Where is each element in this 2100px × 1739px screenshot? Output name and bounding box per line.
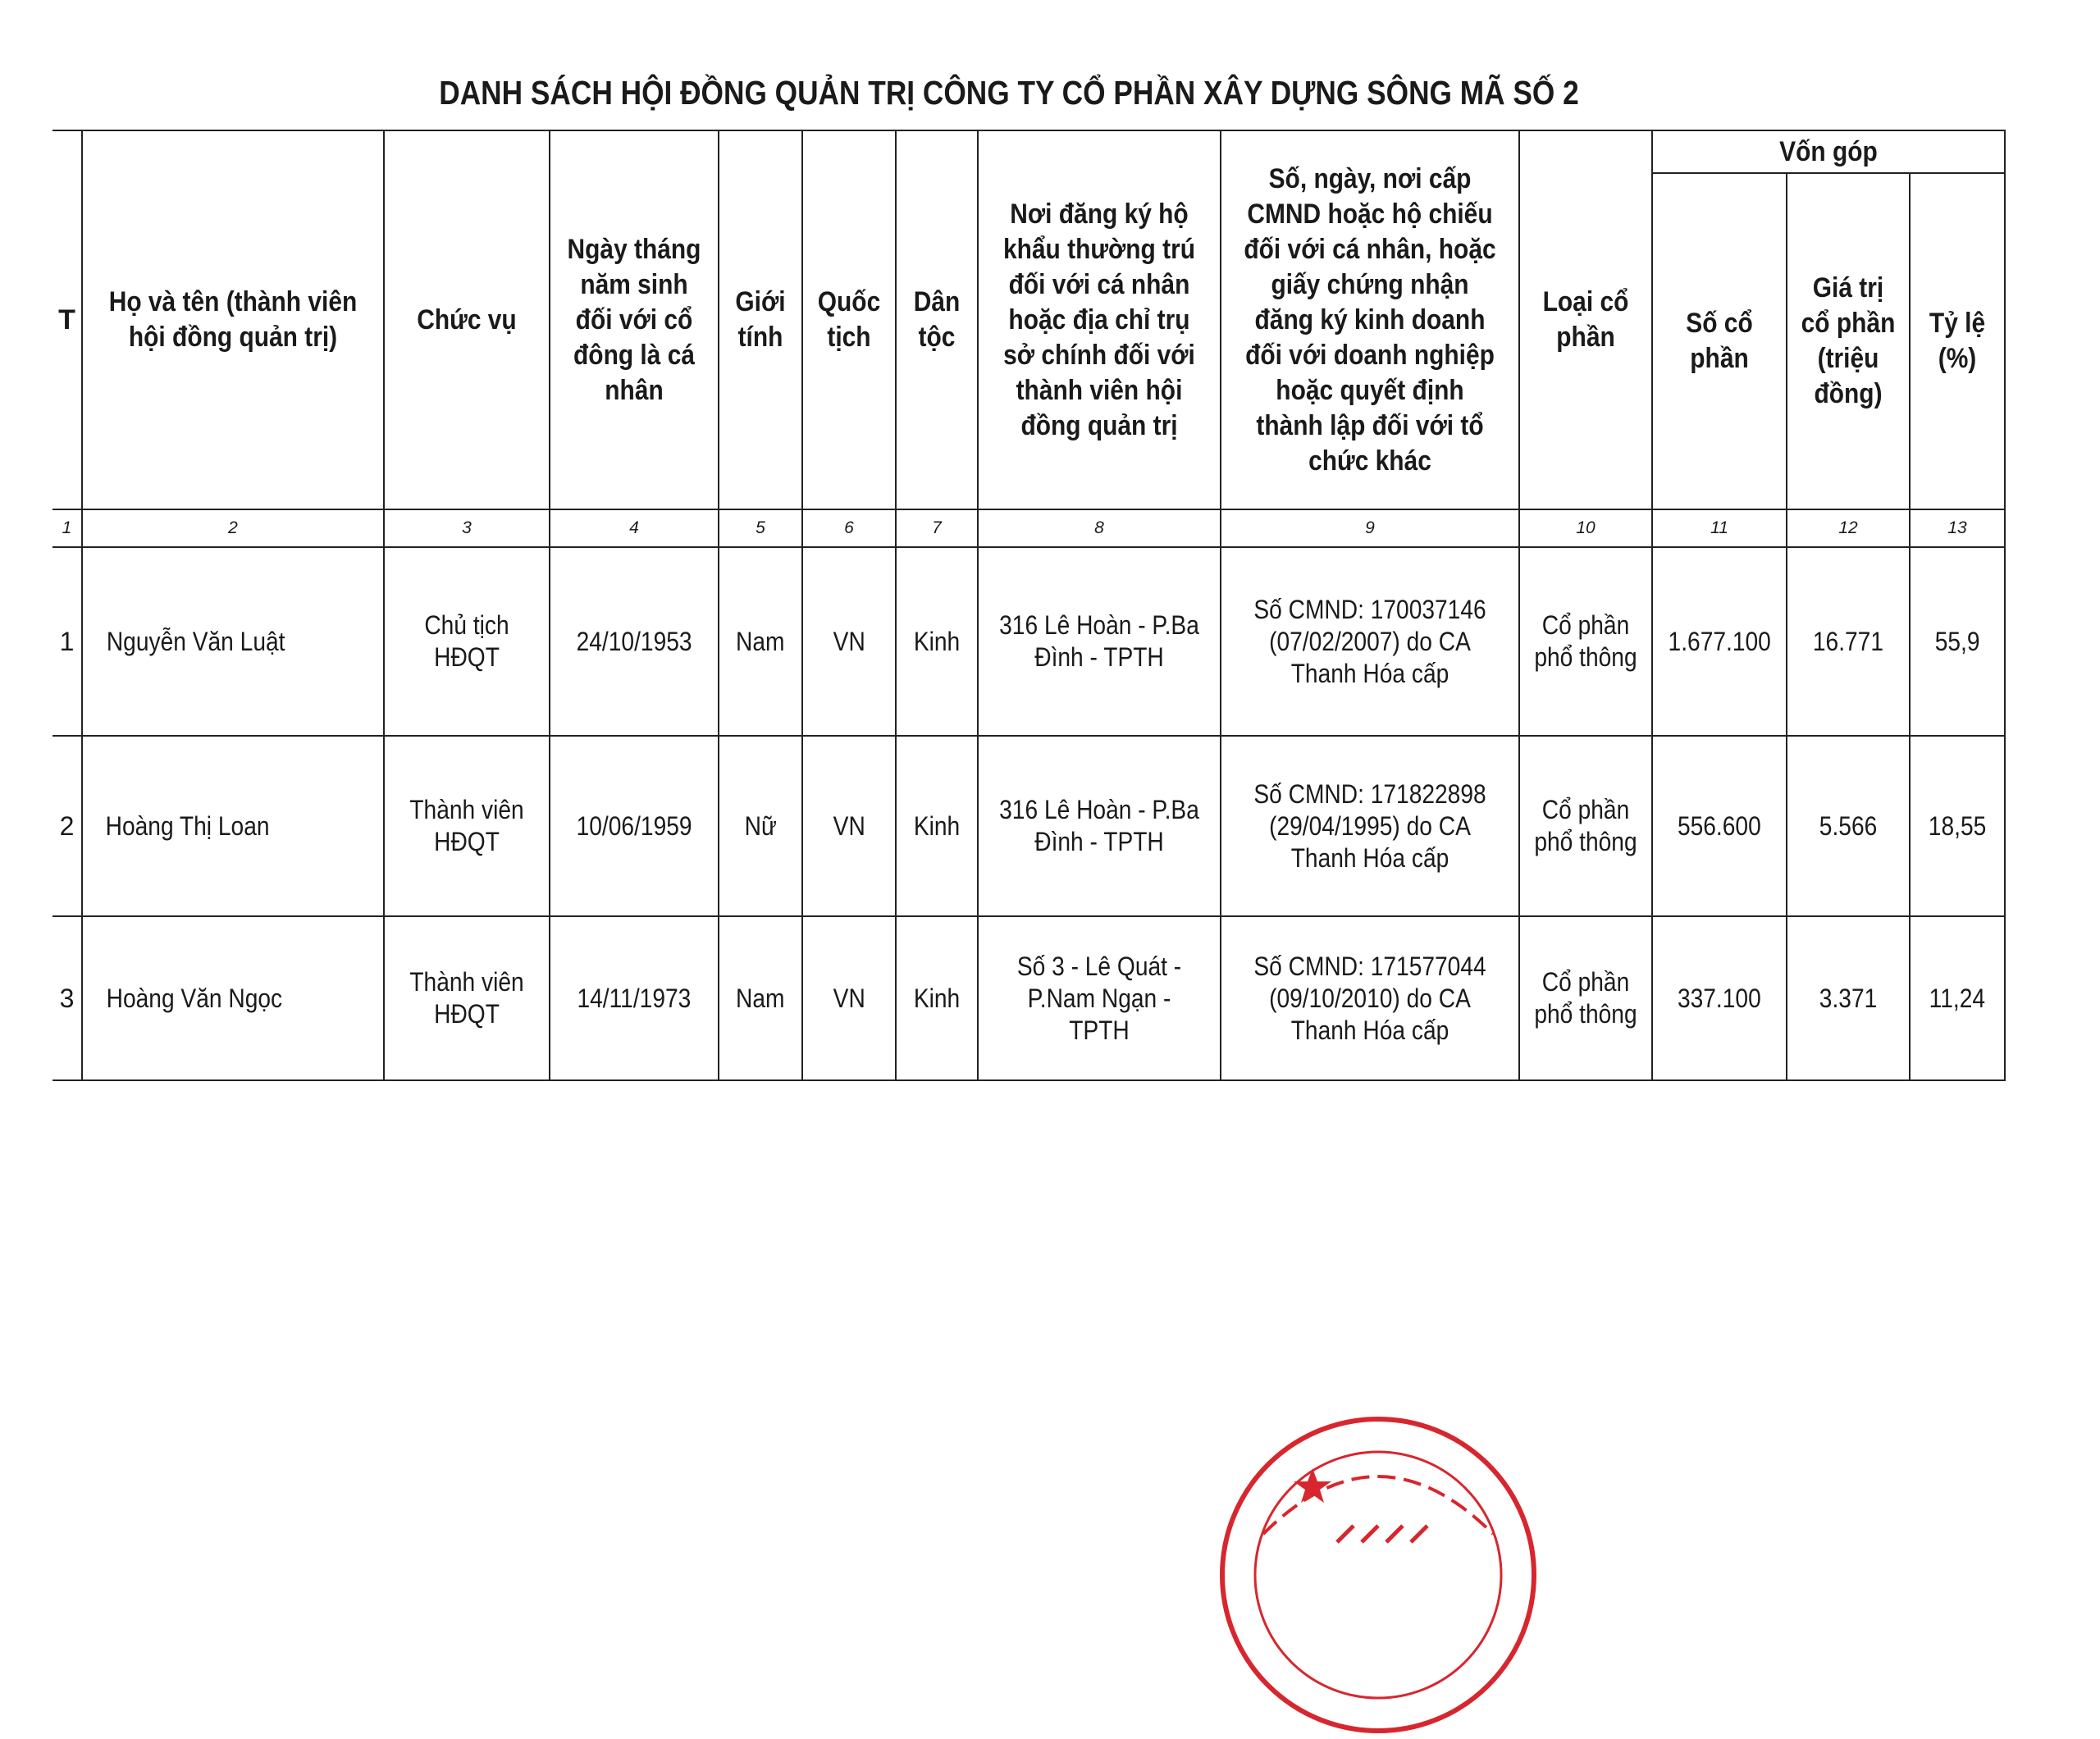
header-nationality: Quốc tịch [802, 130, 896, 509]
header-stt: T [52, 130, 82, 509]
header-id-document: Số, ngày, nơi cấp CMND hoặc hộ chiếu đối với cá nhân, hoặc giấy chứng nhận đăng ký kinh doanh đối với doanh nghiệp hoặc quyết định thành lập đối với tổ chức khác [1221, 130, 1519, 509]
header-share-value: Giá trị cổ phần (triệu đồng) [1787, 173, 1910, 509]
cell-nationality: VN [802, 547, 896, 736]
cell-share-value: 16.771 [1787, 547, 1910, 736]
cell-dob: 24/10/1953 [550, 547, 719, 736]
cell-shares: 556.600 [1652, 736, 1787, 916]
cell-address: Số 3 - Lê Quát - P.Nam Ngạn - TPTH [978, 916, 1221, 1080]
column-number: 7 [896, 509, 978, 547]
seal-inner-lettering [1337, 1526, 1427, 1542]
cell-name: Hoàng Văn Ngọc [82, 916, 384, 1080]
cell-ratio: 11,24 [1910, 916, 2005, 1080]
document-title: DANH SÁCH HỘI ĐỒNG QUẢN TRỊ CÔNG TY CỔ PHẦN XÂY DỰNG SÔNG MÃ SỐ 2 [439, 74, 1579, 112]
cell-ratio: 18,55 [1910, 736, 2005, 916]
cell-gender: Nam [719, 547, 802, 736]
cell-position: Thành viên HĐQT [384, 736, 550, 916]
header-share-type: Loại cổ phần [1519, 130, 1652, 509]
cell-shares: 1.677.100 [1652, 547, 1787, 736]
cell-nationality: VN [802, 736, 896, 916]
cell-gender: Nam [719, 916, 802, 1080]
column-number: 1 [52, 509, 82, 547]
cell-ratio: 55,9 [1910, 547, 2005, 736]
cell-name: Hoàng Thị Loan [82, 736, 384, 916]
column-number: 2 [82, 509, 384, 547]
column-number: 13 [1910, 509, 2005, 547]
cell-address: 316 Lê Hoàn - P.Ba Đình - TPTH [978, 736, 1221, 916]
cell-dob: 10/06/1959 [550, 736, 719, 916]
cell-id-document: Số CMND: 171577044 (09/10/2010) do CA Thanh Hóa cấp [1221, 916, 1519, 1080]
cell-position: Thành viên HĐQT [384, 916, 550, 1080]
header-ratio: Tỷ lệ (%) [1910, 173, 2005, 509]
cell-ethnicity: Kinh [896, 736, 978, 916]
column-number: 9 [1221, 509, 1519, 547]
cell-share-type: Cổ phần phổ thông [1519, 916, 1652, 1080]
table-row [52, 916, 2005, 1080]
cell-id-document: Số CMND: 171822898 (29/04/1995) do CA Thanh Hóa cấp [1221, 736, 1519, 916]
cell-position: Chủ tịch HĐQT [384, 547, 550, 736]
header-position: Chức vụ [384, 130, 550, 509]
cell-shares: 337.100 [1652, 916, 1787, 1080]
seal-outer-ring [1222, 1419, 1534, 1731]
cell-name: Nguyễn Văn Luật [82, 547, 384, 736]
column-number: 12 [1787, 509, 1910, 547]
header-dob: Ngày tháng năm sinh đối với cổ đông là cá nhân [550, 130, 719, 509]
cell-dob: 14/11/1973 [550, 916, 719, 1080]
header-name: Họ và tên (thành viên hội đồng quản trị) [82, 130, 384, 509]
column-number: 4 [550, 509, 719, 547]
cell-stt: 2 [52, 736, 82, 916]
column-number: 3 [384, 509, 550, 547]
header-ethnicity: Dân tộc [896, 130, 978, 509]
column-number: 11 [1652, 509, 1787, 547]
column-number: 10 [1519, 509, 1652, 547]
cell-gender: Nữ [719, 736, 802, 916]
column-number: 6 [802, 509, 896, 547]
seal-inner-ring [1255, 1452, 1501, 1698]
column-number: 5 [719, 509, 802, 547]
header-capital-contribution: Vốn góp [1652, 130, 2005, 173]
seal-star-icon [1294, 1468, 1331, 1503]
cell-address: 316 Lê Hoàn - P.Ba Đình - TPTH [978, 547, 1221, 736]
cell-share-value: 3.371 [1787, 916, 1910, 1080]
column-number-row [52, 509, 2005, 547]
cell-stt: 1 [52, 547, 82, 736]
table-row [52, 736, 2005, 916]
cell-share-type: Cổ phần phổ thông [1519, 736, 1652, 916]
company-seal-stamp [1214, 1411, 1542, 1739]
header-gender: Giới tính [719, 130, 802, 509]
cell-id-document: Số CMND: 170037146 (07/02/2007) do CA Thanh Hóa cấp [1221, 547, 1519, 736]
table-row [52, 547, 2005, 736]
header-shares: Số cổ phần [1652, 173, 1787, 509]
cell-stt: 3 [52, 916, 82, 1080]
cell-nationality: VN [802, 916, 896, 1080]
column-number: 8 [978, 509, 1221, 547]
cell-share-value: 5.566 [1787, 736, 1910, 916]
cell-share-type: Cổ phần phổ thông [1519, 547, 1652, 736]
cell-ethnicity: Kinh [896, 547, 978, 736]
cell-ethnicity: Kinh [896, 916, 978, 1080]
header-address: Nơi đăng ký hộ khẩu thường trú đối với cá nhân hoặc địa chỉ trụ sở chính đối với thành viên hội đồng quản trị [978, 130, 1221, 509]
board-members-table [52, 130, 2006, 1081]
